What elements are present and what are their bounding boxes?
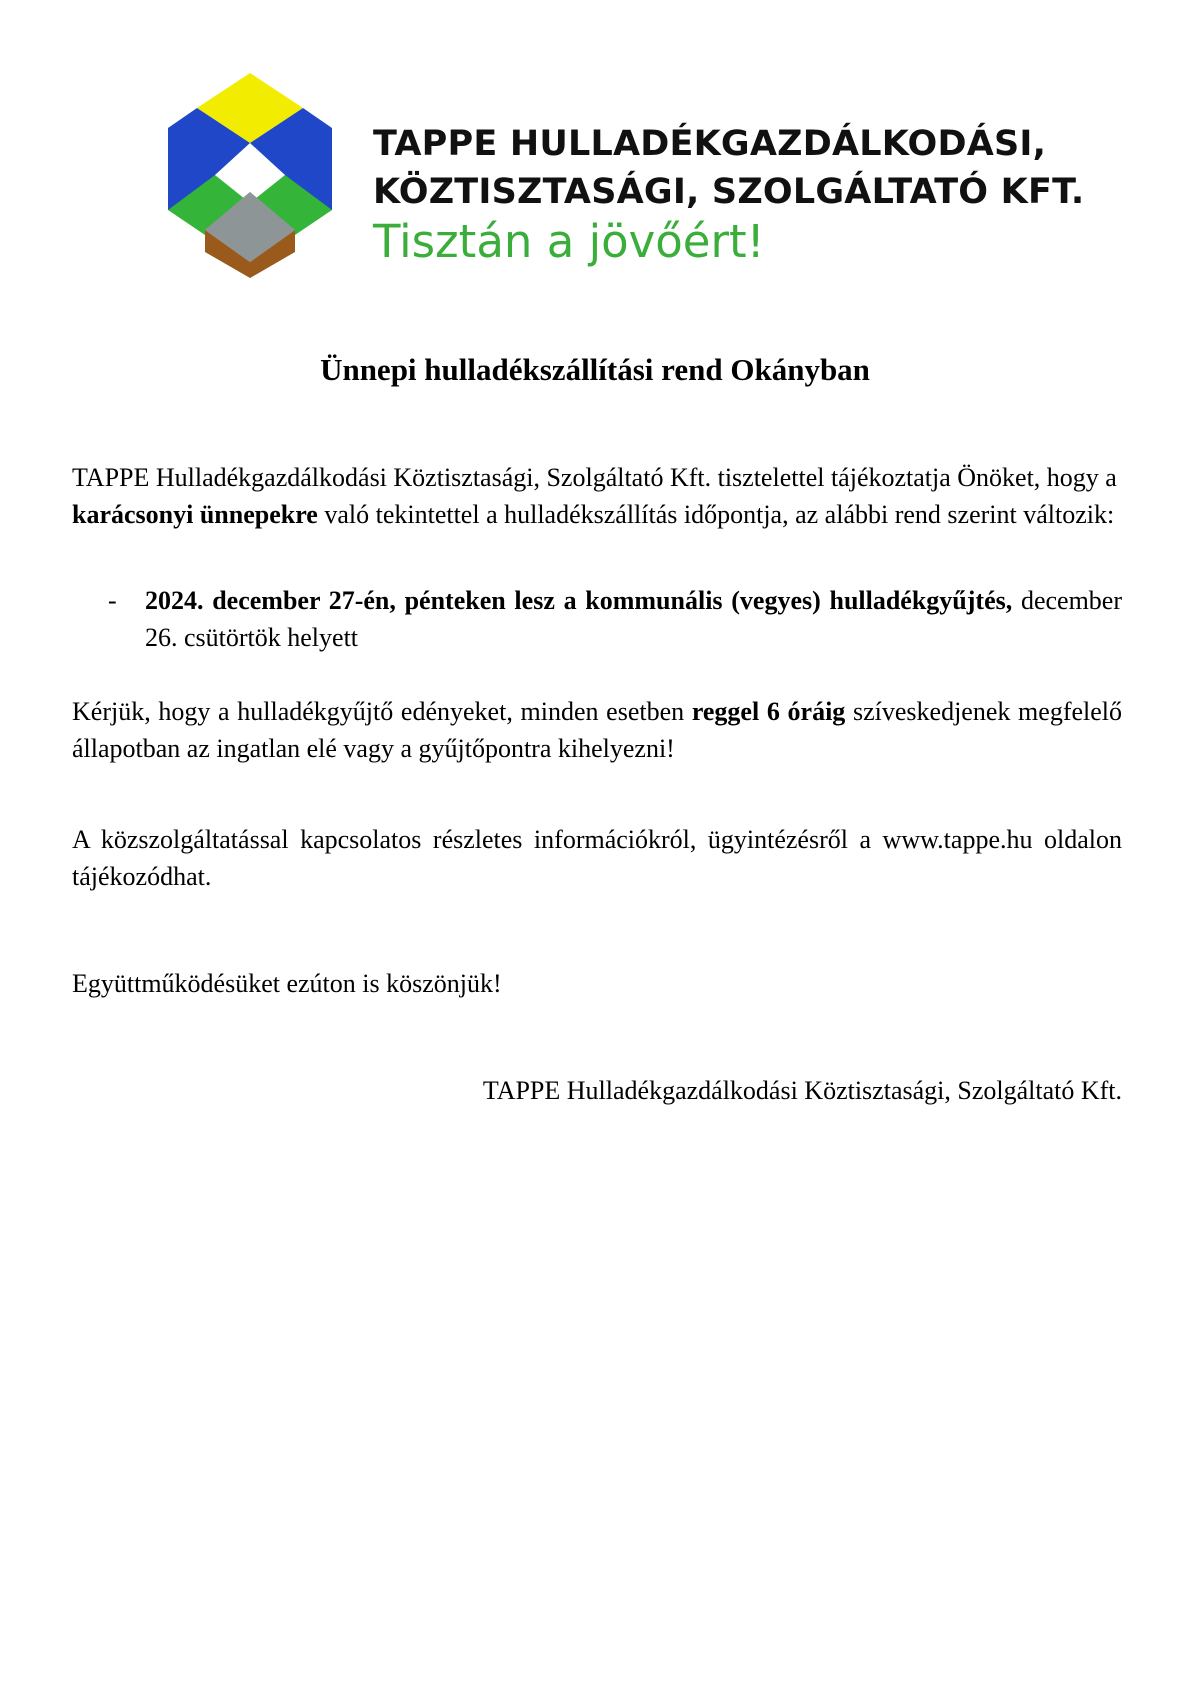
info-paragraph: A közszolgáltatással kapcsolatos részletes információkról, ügyintézésről a www.tappe.hu oldalon tájékozódhat.: [72, 825, 1122, 891]
hexagon-logo-icon: [165, 70, 335, 280]
logo-text: [373, 120, 1084, 268]
logo-company-line-2: KÖZTISZTASÁGI, SZOLGÁLTATÓ KFT.: [373, 172, 1085, 212]
bullet-marker: -: [108, 586, 117, 615]
request-text-1: Kérjük, hogy a hulladékgyűjtő edényeket, minden esetben: [72, 697, 692, 726]
page-title: Ünnepi hulladékszállítási rend Okányban: [320, 352, 870, 387]
company-logo: [165, 70, 1085, 280]
bullet-normal: december 26. csütörtök helyett: [145, 586, 1123, 652]
request-paragraph: [72, 693, 1122, 767]
intro-text-2: való tekintettel a hulladékszállítás időpontja, az alábbi rend szerint változik:: [317, 500, 1115, 529]
intro-text-1: TAPPE Hulladékgazdálkodási Köztisztasági, Szolgáltató Kft. tisztelettel tájékoztatja Önöket, hogy a: [72, 463, 1117, 492]
logo-slogan: Tisztán a jövőért!: [373, 215, 765, 268]
thanks-paragraph: Együttműködésüket ezúton is köszönjük!: [72, 969, 502, 998]
intro-paragraph: [72, 459, 1122, 533]
request-text-2: szíveskedjenek megfelelő állapotban az ingatlan elé vagy a gyűjtőpontra kihelyezni!: [72, 697, 1123, 763]
intro-bold: karácsonyi ünnepekre: [72, 500, 318, 529]
bullet-bold: 2024. december 27-én, pénteken lesz a kommunális (vegyes) hulladékgyűjtés,: [145, 586, 1013, 615]
logo-company-line-1: TAPPE HULLADÉKGAZDÁLKODÁSI,: [373, 124, 1047, 164]
request-bold: reggel 6 óráig: [691, 697, 846, 726]
bullet-text: [145, 582, 1122, 656]
signature: TAPPE Hulladékgazdálkodási Köztisztasági, Szolgáltató Kft.: [482, 1076, 1122, 1105]
